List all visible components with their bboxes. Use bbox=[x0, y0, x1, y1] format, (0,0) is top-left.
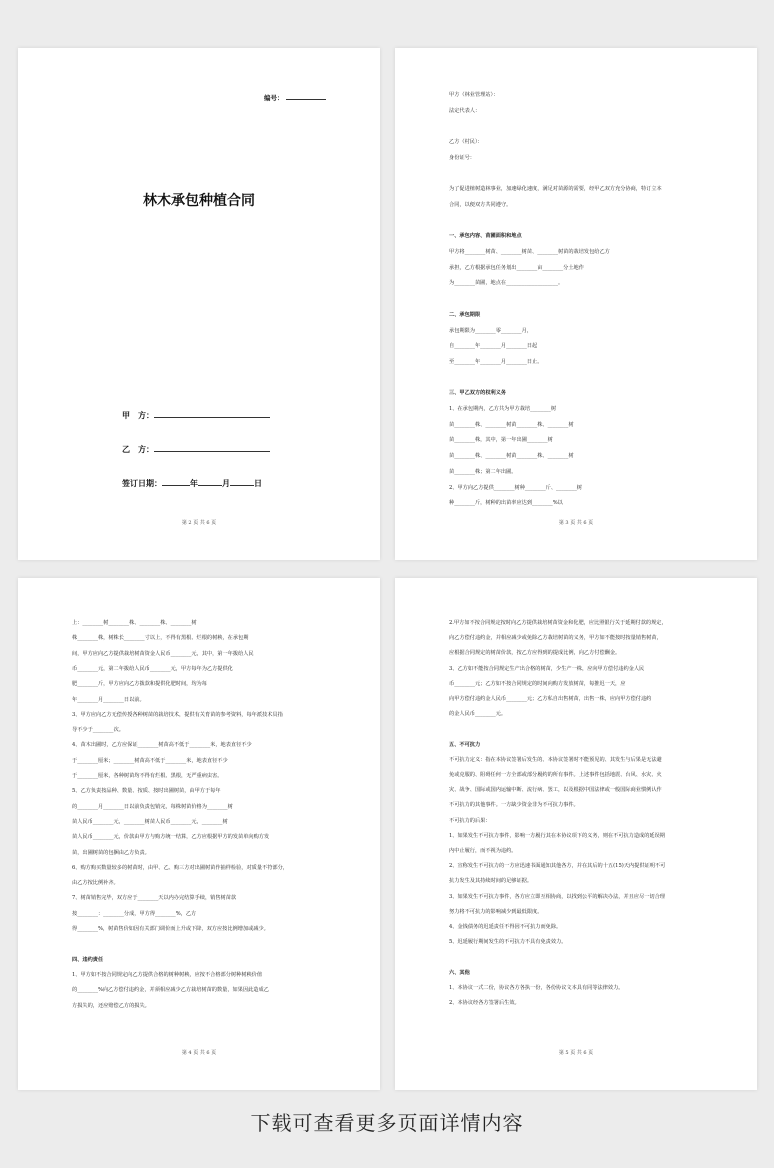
contract-line: 1、如果发生不可抗力事件，影响一方履行其在本协议项下的义务，则在不可抗力造成的延误期 bbox=[449, 832, 665, 839]
contract-line: 3、甲方应向乙方无偿传授各种树苗的栽培技术，提供有关育苗的参考资料，每年派技术员指 bbox=[72, 711, 283, 718]
sign-date-label: 签订日期： bbox=[122, 479, 162, 488]
contract-page-5 bbox=[395, 578, 757, 1090]
contract-line: 向甲方偿付违约金人民币________元；乙方私自出售树苗，出售一株，应向甲方偿付违约 bbox=[449, 696, 652, 702]
contract-line: 2、甲方向乙方提供________树种________斤、________树 bbox=[449, 484, 582, 491]
contract-line: 苗人民币________元，________树苗人民币________元，________树 bbox=[72, 818, 228, 825]
contract-line: 自________年________月________日起 bbox=[449, 343, 538, 350]
contract-line: 种________斤，树种的出苗率应达到________%以 bbox=[449, 500, 563, 507]
contract-line: 1、在承包期内，乙方共为甲方栽培________树 bbox=[449, 406, 557, 412]
contract-line: 3、乙方如不能按合同规定生产出合格的树苗，少生产一株，应向甲方偿付违约金人民 bbox=[449, 665, 645, 672]
contract-line: 于________厘米；________树苗高不低于________米，地表直径不少 bbox=[72, 757, 228, 764]
contract-page-4 bbox=[18, 578, 380, 1090]
contract-line: 2、宣称发生不可抗力的一方应迅速书面通知其他各方，并在其后的十五(15)天内提供证明不可 bbox=[449, 863, 666, 870]
contract-line: 2、本协议经各方签署后生效。 bbox=[449, 1000, 520, 1006]
contract-number-blank bbox=[286, 94, 326, 100]
contract-line: 4、苗木出圃时，乙方应保证________树苗高不低于________米，地表直径不少 bbox=[72, 742, 252, 749]
contract-line: 努力将不可抗力的影响减少到最低限度。 bbox=[449, 908, 543, 915]
contract-line: 乙方（村民）： bbox=[449, 139, 483, 146]
month-blank bbox=[198, 478, 222, 486]
contract-line: 的________%向乙方偿付违约金，并须相应减少乙方栽培树苗的数量，如果因此造成乙 bbox=[72, 987, 269, 994]
contract-line: 方损失的，还应赔偿乙方的损失。 bbox=[72, 1002, 150, 1009]
contract-line: 株________株，树株长________寸以上，不得有黑根、烂根的树秧，在承包期 bbox=[72, 635, 249, 642]
contract-line: 身份证号： bbox=[449, 154, 475, 161]
contract-number-label: 编号： bbox=[264, 94, 284, 102]
section-heading: 一、承包内容、苗圃面积和地点 bbox=[449, 233, 522, 240]
section-heading: 六、其他 bbox=[449, 969, 470, 976]
sign-date-row bbox=[122, 478, 262, 489]
contract-line: 币________元，第二年拨给人民币________元，甲方每年为乙方提供化 bbox=[72, 665, 233, 672]
page-footer: 第 5 页 共 6 页 bbox=[558, 1050, 594, 1056]
contract-line: 按________：________分成，甲方得________%，乙方 bbox=[72, 910, 197, 917]
day-blank bbox=[230, 478, 254, 486]
contract-line: 不可抗力的后果： bbox=[449, 817, 491, 824]
contract-line: 抗力发生及其持续时间的足够证据。 bbox=[449, 878, 533, 885]
party-b-label: 乙 方： bbox=[122, 445, 154, 454]
contract-line: 由乙方按比例补齐。 bbox=[72, 880, 119, 887]
contract-line: 为了促进植树造林事业，加速绿化速度，满足对苗源的需要，经甲乙双方充分协商，特订立本 bbox=[449, 186, 662, 193]
contract-line: 为________苗圃，地点在____________________。 bbox=[449, 280, 564, 287]
contract-line: 年________月________日以前。 bbox=[72, 696, 145, 703]
contract-line: 应根据合同规定的树苗价款，按乙方应得到的提成比例，向乙方付偿酬金。 bbox=[449, 650, 621, 657]
contract-line: 内中止履行，而不视为违约。 bbox=[449, 848, 517, 854]
page-footer: 第 3 页 共 6 页 bbox=[558, 520, 594, 526]
contract-line: 苗________株、________树苗________株、________树 bbox=[449, 453, 574, 460]
day-label: 日 bbox=[254, 479, 262, 488]
contract-line: 1、本协议一式二份，协议各方各执一份，各份协议文本具有同等法律效力。 bbox=[449, 984, 624, 991]
contract-line: 的________月________日以前负责包销完，每株树苗价格为________树 bbox=[72, 803, 233, 810]
contract-line: 2.甲方如不按合同规定按时向乙方提供栽培树苗资金和化肥，应比照银行关于延期付款的规定， bbox=[449, 620, 667, 626]
party-a-label: 甲 方： bbox=[122, 411, 154, 420]
download-caption: 下载可查看更多页面详情内容 bbox=[250, 1111, 524, 1135]
contract-line: 承担，乙方根据承包任务划出________亩________分土地作 bbox=[449, 264, 584, 271]
contract-line: 6、购方购买数量较多的树苗时，由甲、乙、购三方对出圃树苗作抽样检验，对质量不符部分， bbox=[72, 864, 288, 871]
contract-line: 得________%，树苗售价如因有关部门调价而上升或下降，双方应按比例增加或减少。 bbox=[72, 926, 269, 932]
contract-line: 5、迟延履行期间发生的不可抗力不具有免责效力。 bbox=[449, 939, 567, 946]
contract-line: 苗________株，其中，第一年出圃________树 bbox=[449, 437, 553, 444]
contract-line: 5、乙方负责按品种、数量、按质、按时出圃树苗，由甲方于每年 bbox=[72, 788, 221, 795]
page-footer: 第 4 页 共 6 页 bbox=[181, 1050, 217, 1056]
section-heading: 三、甲乙双方的权利义务 bbox=[449, 390, 507, 397]
contract-line: 甲方将________树苗、________树苗、________树苗的栽培发包给乙方 bbox=[449, 249, 610, 255]
contract-line: 苗________株、________树苗________株、________树 bbox=[449, 421, 574, 428]
contract-line: 导不少于________次。 bbox=[72, 727, 124, 734]
contract-line: 苗________株；第二年出圃。 bbox=[449, 468, 517, 475]
contract-title: 林木承包种植合同 bbox=[143, 193, 255, 209]
contract-line: 4、金钱债务的迟延责任不得因不可抗力而免除。 bbox=[449, 924, 562, 930]
year-label: 年 bbox=[190, 479, 198, 488]
contract-line: 至________年________月________日止。 bbox=[449, 358, 543, 365]
contract-line: 肥________斤，甲方应向乙方拨款和提供化肥时间，均为每 bbox=[72, 681, 207, 688]
contract-line: 不可抗力定义：指在本协议签署后发生的、本协议签署时不能预见的、其发生与后果是无法避 bbox=[449, 756, 662, 763]
contract-line: 承包期限为________零________月， bbox=[449, 327, 533, 334]
month-label: 月 bbox=[222, 479, 230, 488]
contract-line: 上：________树________株、________株、________树 bbox=[72, 620, 197, 626]
contract-line: 1、甲方如不按合同规定向乙方提供合格的树种树秧，应按不合格部分树种树秧价值 bbox=[72, 971, 263, 978]
party-b-blank bbox=[154, 444, 270, 452]
contract-line: 免或克服的、阻碍任何一方全部或部分履约的所有事件。上述事件包括地震、台风、水灾、火 bbox=[449, 772, 662, 778]
party-a-row bbox=[122, 410, 270, 421]
party-b-row bbox=[122, 444, 270, 455]
party-a-blank bbox=[154, 410, 270, 418]
contract-line: 苗，出圃树苗的包捆由乙方负责。 bbox=[72, 849, 150, 856]
contract-number bbox=[264, 93, 326, 102]
contract-line: 于________厘米，各种树苗均不得有烂根、黑根，无严重病虫害。 bbox=[72, 773, 223, 779]
contract-page-3 bbox=[395, 48, 757, 560]
contract-line: 币________元；乙方如不按合同规定的时间向购方发放树苗，每推迟一天，应 bbox=[449, 680, 626, 687]
contract-line: 间，甲方应向乙方提供栽培树苗资金人民币________元，其中，第一年拨给人民 bbox=[72, 650, 254, 657]
page-footer: 第 2 页 共 6 页 bbox=[181, 520, 217, 526]
contract-line: 合同，以便双方共同遵守。 bbox=[449, 201, 512, 208]
contract-line: 灾、战争、国际或国内运输中断、流行病、罢工，以及根据中国法律或一般国际商业惯例认作 bbox=[449, 787, 662, 794]
contract-line: 法定代表人： bbox=[449, 107, 481, 114]
contract-line: 3、如果发生不可抗力事件，各方应立即互相协商，以找到公平的解决办法，并且应尽一切合理 bbox=[449, 893, 665, 900]
contract-line: 甲方（林业管理站）： bbox=[449, 92, 499, 98]
contract-line: 7、树苗销售完毕，双方应于________天以内办完结算手续，销售树苗款 bbox=[72, 895, 237, 902]
section-heading: 四、违约责任 bbox=[72, 956, 104, 963]
contract-line: 向乙方偿付违约金，并相应减少或免除乙方栽培树苗的义务，甲方如不能按时按量销售树苗， bbox=[449, 635, 662, 642]
contract-cover-page bbox=[18, 48, 380, 560]
year-blank bbox=[162, 478, 190, 486]
section-heading: 二、承包期限 bbox=[449, 311, 481, 318]
contract-line: 不可抗力的其他事件。一方缺少资金非为不可抗力事件。 bbox=[449, 802, 579, 809]
contract-line: 的金人民币________元。 bbox=[449, 711, 507, 718]
section-heading: 五、不可抗力 bbox=[449, 741, 481, 748]
contract-line: 苗人民币________元，价款由甲方与购方统一结算，乙方应根据甲方的发苗单向购方发 bbox=[72, 834, 270, 841]
